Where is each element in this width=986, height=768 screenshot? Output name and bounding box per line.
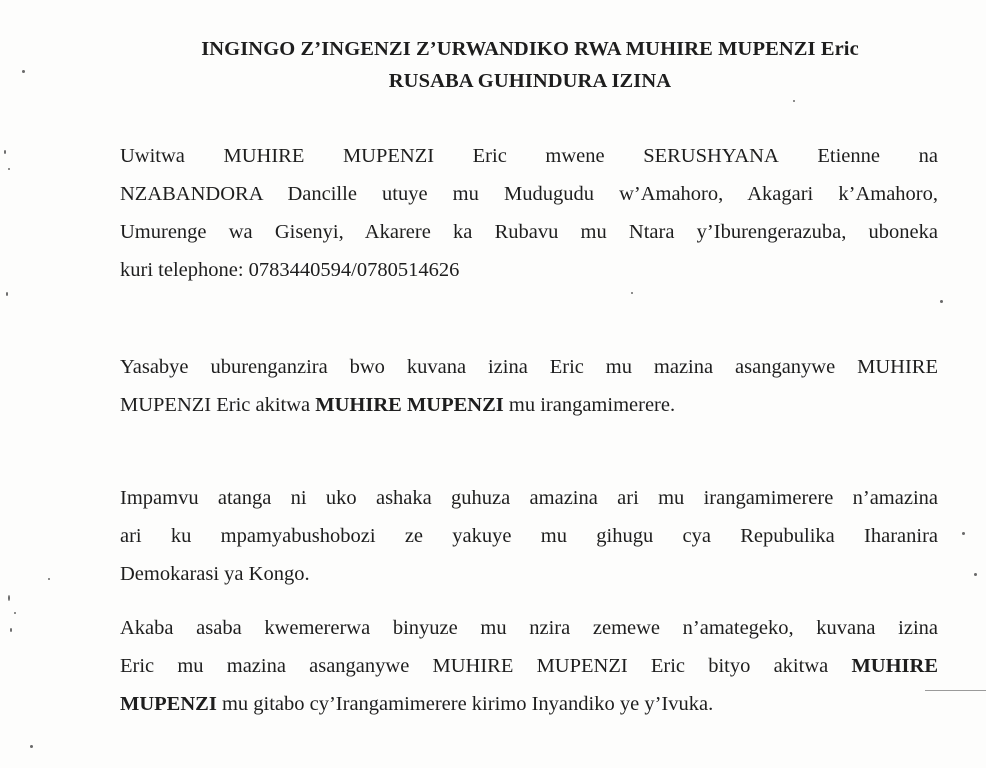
paragraph-line bbox=[120, 685, 938, 723]
new-name-bold: MUPENZI bbox=[120, 693, 217, 715]
paragraph-line: Umurenge wa Gisenyi, Akarere ka Rubavu mu Ntara y’Iburengerazuba, uboneka bbox=[120, 221, 938, 243]
word: Etienne bbox=[817, 145, 880, 167]
word: Eric bbox=[472, 145, 507, 167]
new-name-bold: MUHIRE MUPENZI bbox=[315, 394, 504, 416]
paragraph-line: NZABANDORA Dancille utuye mu Mudugudu w’Amahoro, Akagari k’Amahoro, bbox=[120, 183, 938, 205]
scan-speck bbox=[8, 168, 10, 170]
paragraph-final-request bbox=[120, 609, 938, 723]
text-run: mu irangamimerere. bbox=[503, 394, 676, 416]
paragraph-line: Impamvu atanga ni uko ashaka guhuza amazina ari mu irangamimerere n’amazina bbox=[120, 487, 938, 509]
scan-speck bbox=[10, 628, 12, 632]
word: Uwitwa bbox=[120, 145, 185, 167]
scan-speck bbox=[631, 292, 633, 294]
scan-speck bbox=[8, 595, 10, 601]
scan-speck bbox=[48, 578, 50, 580]
document-title-line-2: RUSABA GUHINDURA IZINA bbox=[388, 70, 672, 92]
word: MUPENZI bbox=[342, 145, 435, 167]
word: mwene bbox=[545, 145, 605, 167]
word: SERUSHYANA bbox=[643, 145, 779, 167]
paragraph-line: Demokarasi ya Kongo. bbox=[120, 563, 310, 585]
scan-speck bbox=[793, 100, 795, 102]
scan-speck bbox=[940, 300, 943, 303]
word: MUHIRE bbox=[223, 145, 305, 167]
paragraph-applicant-details bbox=[120, 137, 938, 289]
scan-speck bbox=[30, 745, 33, 748]
text-run: Eric mu mazina asanganywe MUHIRE MUPENZI Eric bityo akitwa bbox=[120, 655, 852, 677]
scan-speck bbox=[22, 70, 25, 73]
word: na bbox=[918, 145, 938, 167]
paragraph-line: kuri telephone: 0783440594/0780514626 bbox=[120, 259, 460, 281]
paragraph-line: ari ku mpamyabushobozi ze yakuye mu gihugu cya Repubulika Iharanira bbox=[120, 525, 938, 547]
paragraph-line: Yasabye uburenganzira bwo kuvana izina Eric mu mazina asanganywe MUHIRE bbox=[120, 356, 938, 378]
scan-edge-line bbox=[925, 690, 986, 691]
paragraph-request bbox=[120, 348, 938, 424]
document-title-line-1: INGINGO Z’INGENZI Z’URWANDIKO RWA MUHIRE MUPENZI Eric bbox=[201, 38, 859, 60]
new-name-bold: MUHIRE bbox=[851, 655, 938, 677]
paragraph-line bbox=[120, 386, 938, 424]
paragraph-line bbox=[120, 647, 938, 685]
scan-speck bbox=[14, 612, 16, 614]
text-run: MUPENZI Eric akitwa bbox=[120, 394, 316, 416]
paragraph-line bbox=[120, 137, 938, 175]
paragraph-reason bbox=[120, 479, 938, 593]
scan-speck bbox=[962, 532, 965, 535]
scan-speck bbox=[4, 150, 6, 154]
text-run: mu gitabo cy’Irangamimerere kirimo Inyandiko ye y’Ivuka. bbox=[216, 693, 714, 715]
scan-speck bbox=[6, 292, 8, 296]
scan-speck bbox=[974, 573, 977, 576]
paragraph-line: Akaba asaba kwemererwa binyuze mu nzira zemewe n’amategeko, kuvana izina bbox=[120, 617, 938, 639]
